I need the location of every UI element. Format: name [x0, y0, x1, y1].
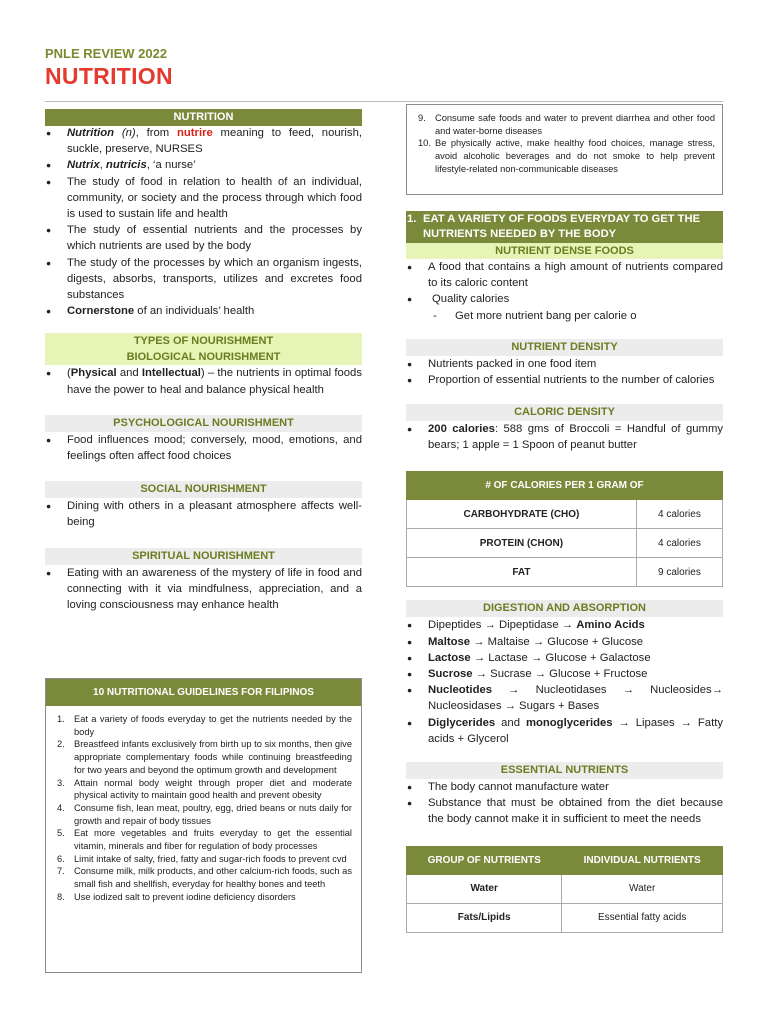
- biological-heading: BIOLOGICAL NOURISHMENT: [45, 349, 362, 365]
- list-item: ● Proportion of essential nutrients to the number of calories: [406, 372, 723, 388]
- guideline-text: Eat more vegetables and fruits everyday to get the essential vitamin, minerals and fiber for regulation of body processes: [74, 828, 352, 852]
- section-heading: 1. EAT A VARIETY OF FOODS EVERYDAY TO GET THE NUTRIENTS NEEDED BY THE BODY: [406, 211, 723, 243]
- list-item: ● Diglycerides and monoglycerides → Lipases → Fatty acids + Glycerol: [406, 715, 723, 747]
- guideline-number: 4.: [57, 802, 65, 813]
- list-item: ● Quality calories: [406, 291, 723, 307]
- list-item: ● Food influences mood; conversely, mood, emotions, and feelings often affect food choices: [45, 432, 362, 464]
- guideline-number: 9.: [418, 113, 426, 123]
- table-row: Fats/Lipids Essential fatty acids: [407, 903, 723, 932]
- left-column: [45, 109, 362, 613]
- digestion-heading: DIGESTION AND ABSORPTION: [406, 600, 723, 617]
- guideline-item: [57, 777, 352, 802]
- spiritual-list: [45, 565, 362, 614]
- guideline-number: 10.: [418, 138, 431, 149]
- guideline-text: Consume fish, lean meat, poultry, egg, dried beans or nuts daily for growth and repair of body tissues: [74, 802, 352, 826]
- list-item: ● The study of food in relation to health of an individual, community, or society and the process through which food is used to sustain life and health: [45, 174, 362, 223]
- list-item: ● Substance that must be obtained from the diet because the body cannot make it in sufficient to meet the needs: [406, 795, 723, 827]
- caloric-density-list: [406, 421, 723, 453]
- table-row: CARBOHYDRATE (CHO) 4 calories: [407, 500, 723, 529]
- guideline-number: 1.: [57, 714, 65, 724]
- guideline-item: [57, 865, 352, 890]
- list-item: ● Nutrients packed in one food item: [406, 356, 723, 372]
- guideline-text: Be physically active, make healthy food choices, manage stress, avoid alcoholic beverages and do not smoke to help prevent lifestyle-related non-communicable diseases: [435, 138, 715, 174]
- list-item: ● A food that contains a high amount of nutrients compared to its caloric content: [406, 259, 723, 291]
- psychological-heading: PSYCHOLOGICAL NOURISHMENT: [45, 415, 362, 432]
- guideline-number: 7.: [57, 866, 65, 877]
- types-heading: TYPES OF NOURISHMENT: [45, 333, 362, 349]
- sub-item: - Get more nutrient bang per calorie o: [406, 308, 723, 324]
- table-row: Water Water: [407, 874, 723, 903]
- right-column: [406, 211, 723, 933]
- guidelines-box-continued: [406, 104, 723, 195]
- guideline-item: [418, 137, 715, 175]
- guideline-text: Consume milk, milk products, and other calcium-rich foods, such as small fish and shellfish, everyday for healthy bones and teeth: [74, 866, 352, 890]
- list-item: ● The study of essential nutrients and the processes by which nutrients are used by the body: [45, 222, 362, 254]
- guideline-text: Breastfeed infants exclusively from birth up to six months, then give appropriate complementary foods while continuing breastfeeding for two years and beyond the optimum growth and development: [74, 739, 352, 775]
- list-item: ● Eating with an awareness of the mystery of life in food and connecting with it via mindfulness, appreciation, and a loving consciousness may enhance health: [45, 565, 362, 614]
- guideline-text: Eat a variety of foods everyday to get the nutrients needed by the body: [74, 714, 352, 737]
- guideline-text: Use iodized salt to prevent iodine deficiency disorders: [74, 891, 296, 902]
- nutrient-dense-list: [406, 259, 723, 308]
- essential-nutrients-list: [406, 779, 723, 828]
- spiritual-heading: SPIRITUAL NOURISHMENT: [45, 548, 362, 565]
- nutrient-density-list: [406, 356, 723, 388]
- guidelines-list: [46, 706, 361, 904]
- page-title: NUTRITION: [45, 63, 173, 89]
- list-item: ● (Physical and Intellectual) – the nutrients in optimal foods have the power to heal and balance physical health: [45, 365, 362, 397]
- table-row: FAT 9 calories: [407, 558, 723, 587]
- list-item: ● Cornerstone of an individuals’ health: [45, 303, 362, 319]
- nutrient-groups-table: [406, 846, 723, 933]
- list-item: ● 200 calories: 588 gms of Broccoli = Handful of gummy bears; 1 apple = 1 Spoon of peanut butter: [406, 421, 723, 453]
- psychological-list: [45, 432, 362, 464]
- list-item: ● Dipeptides → Dipeptidase → Amino Acids: [406, 617, 723, 633]
- list-item: ● Nucleotides → Nucleotidases → Nucleosides→ Nucleosidases → Sugars + Bases: [406, 682, 723, 714]
- nutrition-bar: NUTRITION: [45, 109, 362, 126]
- list-item: ● Lactose → Lactase → Glucose + Galactose: [406, 650, 723, 666]
- guidelines-box: [45, 678, 362, 973]
- social-heading: SOCIAL NOURISHMENT: [45, 481, 362, 498]
- social-list: [45, 498, 362, 530]
- list-item: ● The body cannot manufacture water: [406, 779, 723, 795]
- guideline-item: [57, 802, 352, 827]
- guideline-text: Attain normal body weight through proper diet and moderate physical activity to maintain good health and prevent obesity: [74, 777, 352, 801]
- list-item: ● Nutrition (n), from nutrire meaning to feed, nourish, suckle, preserve, NURSES: [45, 125, 362, 157]
- guideline-text: Limit intake of salty, fried, fatty and sugar-rich foods to prevent cvd: [74, 853, 347, 864]
- header-subtitle: PNLE REVIEW 2022: [45, 46, 168, 61]
- caloric-density-heading: CALORIC DENSITY: [406, 404, 723, 421]
- list-item: ● Maltose → Maltaise → Glucose + Glucose: [406, 634, 723, 650]
- guidelines-title: 10 NUTRITIONAL GUIDELINES FOR FILIPINOS: [46, 679, 361, 706]
- table-header-row: GROUP OF NUTRIENTS INDIVIDUAL NUTRIENTS: [407, 846, 723, 874]
- nutrient-density-heading: NUTRIENT DENSITY: [406, 339, 723, 356]
- calories-table-header: # OF CALORIES PER 1 GRAM OF: [407, 472, 723, 500]
- list-item: ● Dining with others in a pleasant atmosphere affects well-being: [45, 498, 362, 530]
- top-divider: [45, 101, 723, 102]
- digestion-list: [406, 617, 723, 747]
- guideline-number: 5.: [57, 828, 65, 839]
- guideline-item: [57, 827, 352, 852]
- guideline-item: [57, 738, 352, 776]
- nutrition-list: [45, 125, 362, 319]
- guideline-item: [57, 713, 352, 738]
- guideline-item: [418, 112, 715, 137]
- list-item: ● Sucrose → Sucrase → Glucose + Fructose: [406, 666, 723, 682]
- calories-table: [406, 471, 723, 587]
- guideline-item: [57, 853, 352, 866]
- guideline-number: 8.: [57, 891, 65, 902]
- guideline-item: [57, 891, 352, 904]
- guideline-number: 2.: [57, 739, 65, 750]
- guideline-number: 6.: [57, 853, 65, 864]
- guidelines-list: [407, 105, 722, 176]
- guideline-text: Consume safe foods and water to prevent diarrhea and other food and water-borne diseases: [435, 113, 715, 136]
- essential-nutrients-heading: ESSENTIAL NUTRIENTS: [406, 762, 723, 779]
- guideline-number: 3.: [57, 777, 65, 788]
- biological-list: [45, 365, 362, 397]
- nutrient-dense-heading: NUTRIENT DENSE FOODS: [406, 243, 723, 259]
- list-item: ● The study of the processes by which an organism ingests, digests, absorbs, transports, utilizes and excretes food substances: [45, 255, 362, 304]
- list-item: ● Nutrix, nutricis, ‘a nurse’: [45, 157, 362, 173]
- table-row: PROTEIN (CHON) 4 calories: [407, 529, 723, 558]
